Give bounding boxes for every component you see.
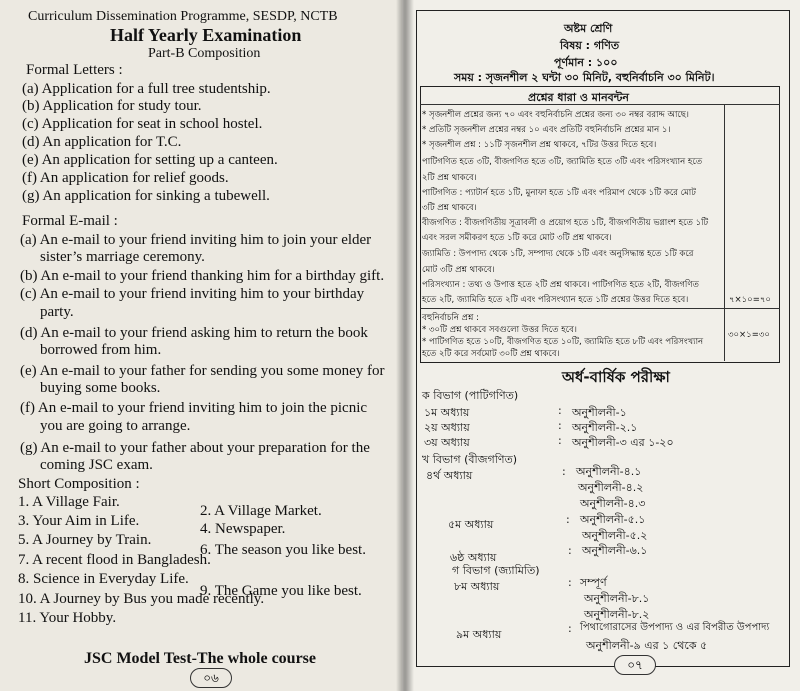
full-marks-label: পূর্ণমান : ১০০ [554,56,618,69]
rule-row: পাটিগণিত : প্যাটার্ন হতে ১টি, মুনাফা হতে ১টি এবং পরিমাপ থেকে ১টি করে মোট [422,188,696,198]
rule-row: * প্রতিটি সৃজনশীল প্রশ্নের নম্বর ১০ এবং প্রতিটি বহুনির্বাচনি প্রশ্নের মান ১। [422,125,671,135]
section-ga: গ বিভাগ (জ্যামিতি) [452,564,540,577]
mcq-row: বহুনির্বাচনি প্রশ্ন : [422,313,479,323]
class-label: অষ্টম শ্রেণি [564,22,613,35]
chapter-value: পিথাগোরাসের উপপাদ্য ও এর বিপরীত উপপাদ্য [580,622,770,633]
table-divider [724,104,725,361]
composition-item: 2. A Village Market. [200,503,322,519]
chapter-label: ৩য় অধ্যায় [424,436,470,449]
chapter-value: অনুশীলনী-৬.১ [582,544,648,557]
chapter-label: ৪র্থ অধ্যায় [426,469,473,482]
rule-row: ৩টি প্রশ্ন থাকবে। [422,203,477,213]
book-spine [396,0,414,691]
email-item-cont: you are going to arrange. [40,418,191,434]
colon: : [558,419,562,432]
section-kha: খ বিভাগ (বীজগণিত) [422,453,518,466]
page-number-left: ০৬ [190,668,232,688]
section-ka: ক বিভাগ (পাটিগণিত) [422,389,519,402]
email-item: (c) An e-mail to your friend inviting him to your birthday [20,286,365,302]
programme-header: Curriculum Dissemination Programme, SESDP, NCTB [28,9,338,24]
email-item-cont: buying some books. [40,380,161,396]
colon: : [568,622,572,635]
mcq-row: * পাটিগণিত হতে ১০টি, বীজগণিত হতে ১০টি, জ্যামিতি হতে ৮টি এবং পরিসংখ্যান [422,337,704,347]
chapter-value: সম্পূর্ণ [580,576,607,589]
composition-item: 5. A Journey by Train. [18,532,152,548]
exam-subtitle: Part-B Composition [148,46,261,61]
composition-item: 10. A Journey by Bus you made recently. [18,591,265,607]
time-label: সময় : সৃজনশীল ২ ঘন্টা ৩০ মিনিট, বহুনির্বাচনি ৩০ মিনিট। [454,71,715,84]
formal-email-heading: Formal E-mail : [22,213,118,229]
composition-item: 9. The Game you like best. [200,583,362,599]
chapter-label: ৯ম অধ্যায় [456,628,502,641]
chapter-label: ১ম অধ্যায় [424,406,470,419]
colon: : [558,404,562,417]
chapter-value: অনুশীলনী-৩ এর ১-২০ [572,436,674,449]
rule-row: পাটিগণিত হতে ৩টি, বীজগণিত হতে ৩টি, জ্যামিতি হতে ৩টি এবং পরিসংখ্যান হতে [422,157,703,167]
footer-title: JSC Model Test-The whole course [84,650,316,667]
chapter-value: অনুশীলনী-২.১ [572,421,638,434]
chapter-value: অনুশীলনী-৪.২ [578,481,644,494]
chapter-value: অনুশীলনী-৪.৩ [580,497,646,510]
exam-title: Half Yearly Examination [110,25,302,45]
rule-row: পরিসংখ্যান : তথ্য ও উপাত্ত হতে ২টি প্রশ্ন থাকবে। পাটিগণিত হতে ২টি, বীজগণিত [422,280,699,290]
composition-item: 4. Newspaper. [200,521,286,537]
email-item: (b) An e-mail to your friend thanking him for a birthday gift. [20,268,385,284]
email-item: (e) An e-mail to your father for sending you some money for [20,363,385,379]
rule-row: * সৃজনশীল প্রশ্নের জন্য ৭০ এবং বহুনির্বাচনি প্রশ্নের জন্য ৩০ নম্বর বরাদ্দ আছে। [422,110,689,120]
chapter-value: অনুশীলনী-৮.১ [584,592,650,605]
colon: : [568,544,572,557]
email-item-cont: sister’s marriage ceremony. [40,249,205,265]
chapter-value: অনুশীলনী-৫.১ [580,513,646,526]
table-heading: প্রশ্নের ধারা ও মানবন্টন [528,91,629,104]
rule-row: * সৃজনশীল প্রশ্ন : ১১টি সৃজনশীল প্রশ্ন থাকবে, ৭টির উত্তর দিতে হবে। [422,140,657,150]
mcq-row: * ৩০টি প্রশ্ন থাকবে সবগুলো উত্তর দিতে হবে। [422,325,577,335]
letter-item: (c) Application for seat in school hostel. [22,116,263,132]
subject-label: বিষয় : গণিত [560,39,620,52]
chapter-value: অনুশীলনী-১ [572,406,627,419]
composition-item: 7. A recent flood in Bangladesh. [18,552,211,568]
rule-row: হতে ২টি, জ্যামিতি হতে ২টি এবং পরিসংখ্যান হতে ১টি প্রশ্নের উত্তর দিতে হবে। [422,295,689,305]
chapter-value: অনুশীলনী-৯ এর ১ থেকে ৫ [586,639,708,652]
composition-item: 6. The season you like best. [200,542,366,558]
email-item: (a) An e-mail to your friend inviting him to join your elder [20,232,372,248]
chapter-label: ৬ষ্ঠ অধ্যায় [450,551,497,564]
formal-letters-heading: Formal Letters : [26,62,123,78]
email-item-cont: borrowed from him. [40,342,162,358]
email-item-cont: coming JSC exam. [40,457,153,473]
rule-row: এবং সরল সমীকরণ হতে ১টি করে মোট ৩টি প্রশ্ন থাকবে। [422,233,612,243]
chapter-value: অনুশীলনী-৪.১ [576,465,642,478]
rule-row: জ্যামিতি : উপপাদ্য থেকে ১টি, সম্পাদ্য থেকে ১টি এবং অনুসিদ্ধান্ত হতে ১টি করে [422,249,694,259]
composition-item: 3. Your Aim in Life. [18,513,140,529]
right-page [402,0,800,691]
email-item-cont: party. [40,304,74,320]
composition-item: 1. A Village Fair. [18,494,120,510]
colon: : [568,576,572,589]
letter-item: (a) Application for a full tree studentship. [22,81,271,97]
chapter-label: ৮ম অধ্যায় [454,580,500,593]
chapter-value: অনুশীলনী-৫.২ [582,529,648,542]
mcq-row: হতে ২টি করে সর্বমোট ৩০টি প্রশ্ন থাকবে। [422,349,560,359]
creative-marks: ৭×১০=৭০ [729,295,771,305]
colon: : [566,513,570,526]
email-item: (d) An e-mail to your friend asking him to return the book [20,325,368,341]
rule-row: মোট ৩টি প্রশ্ন থাকবে। [422,265,495,275]
colon: : [558,434,562,447]
letter-item: (d) An application for T.C. [22,134,182,150]
colon: : [562,465,566,478]
rule-row: বীজগণিত : বীজগণিতীয় সূত্রাবলী ও প্রয়োগ হতে ১টি, বীজগণিতীয় ভগ্নাংশ হতে ১টি [422,218,709,228]
half-yearly-title: অর্ধ-বার্ষিক পরীক্ষা [562,368,670,386]
email-item: (f) An e-mail to your friend inviting him to join the picnic [20,400,368,416]
table-divider [420,308,780,309]
letter-item: (f) An application for relief goods. [22,170,229,186]
composition-item: 11. Your Hobby. [18,610,117,626]
mcq-marks: ৩০×১=৩০ [728,330,770,340]
letter-item: (b) Application for study tour. [22,98,202,114]
chapter-label: ২য় অধ্যায় [424,421,470,434]
letter-item: (g) An application for sinking a tubewell. [22,188,270,204]
short-composition-heading: Short Composition : [18,476,140,492]
letter-item: (e) An application for setting up a canteen. [22,152,278,168]
email-item: (g) An e-mail to your father about your preparation for the [20,440,370,456]
chapter-value: অনুশীলনী-৮.২ [584,608,650,621]
composition-item: 8. Science in Everyday Life. [18,571,189,587]
chapter-label: ৫ম অধ্যায় [448,518,494,531]
page-number-right: ০৭ [614,655,656,675]
rule-row: ২টি প্রশ্ন থাকবে। [422,173,477,183]
